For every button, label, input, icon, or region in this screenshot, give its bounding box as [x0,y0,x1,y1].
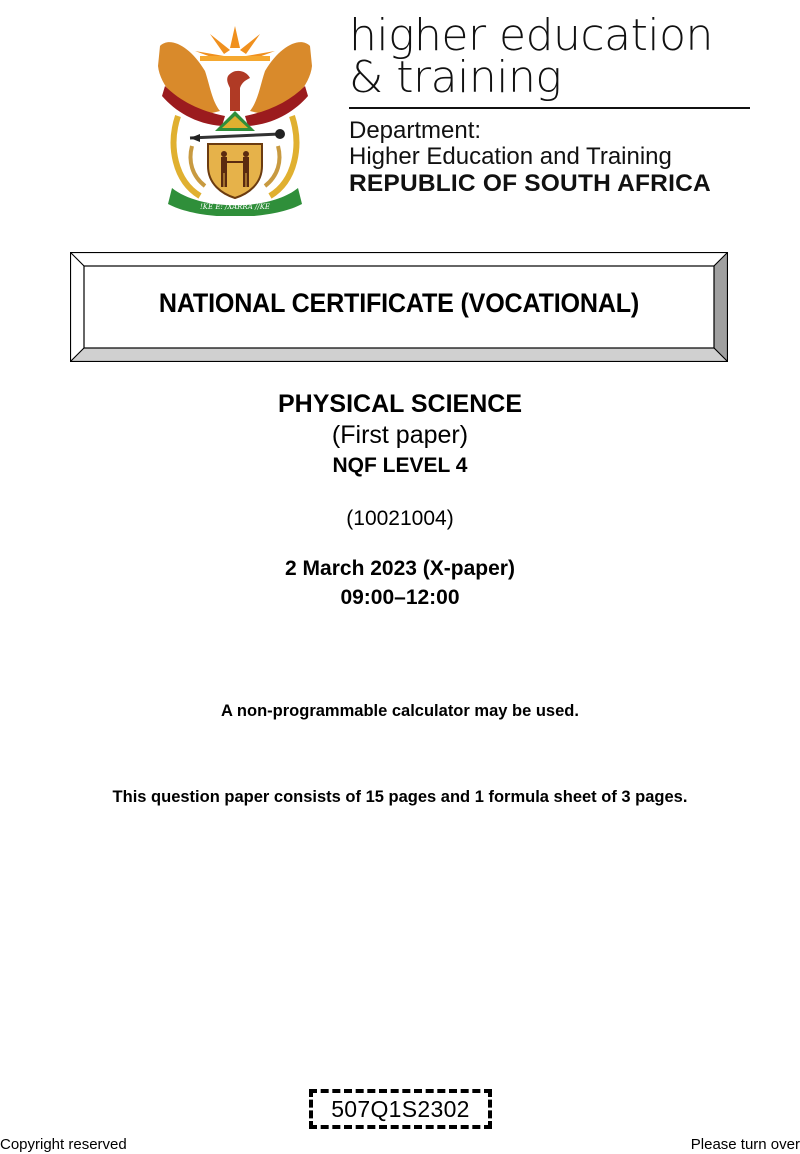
paper-code: 507Q1S2302 [331,1095,470,1122]
svg-text:!KE E: /XARRA //KE: !KE E: /XARRA //KE [199,203,271,211]
page-count-instruction: This question paper consists of 15 pages and 1 formula sheet of 3 pages. [112,788,688,806]
subject-title: PHYSICAL SCIENCE [277,390,523,418]
sun-icon [195,26,275,61]
copyright-notice: Copyright reserved [0,1136,127,1153]
brand-divider [349,107,750,109]
shield-icon [208,144,262,198]
paper-code-badge [309,1089,492,1129]
certificate-title-box [70,252,728,362]
exam-date: 2 March 2023 (X-paper) [285,557,515,580]
department-name: Higher Education and Training [349,143,672,170]
department-label: Department: [349,117,482,144]
nqf-level: NQF LEVEL 4 [332,454,468,477]
brand-heading-line1: higher education [349,10,713,61]
certificate-title: NATIONAL CERTIFICATE (VOCATIONAL) [158,288,640,318]
coat-of-arms-logo [150,16,320,216]
exam-time: 09:00–12:00 [340,586,460,609]
subject-code: (10021004) [346,507,454,530]
country-name: REPUBLIC OF SOUTH AFRICA [349,170,711,197]
brand-heading-line2: & training [349,52,562,103]
paper-number: (First paper) [331,421,469,449]
turn-over-notice: Please turn over [690,1136,800,1153]
calculator-instruction: A non-programmable calculator may be used. [221,702,579,720]
